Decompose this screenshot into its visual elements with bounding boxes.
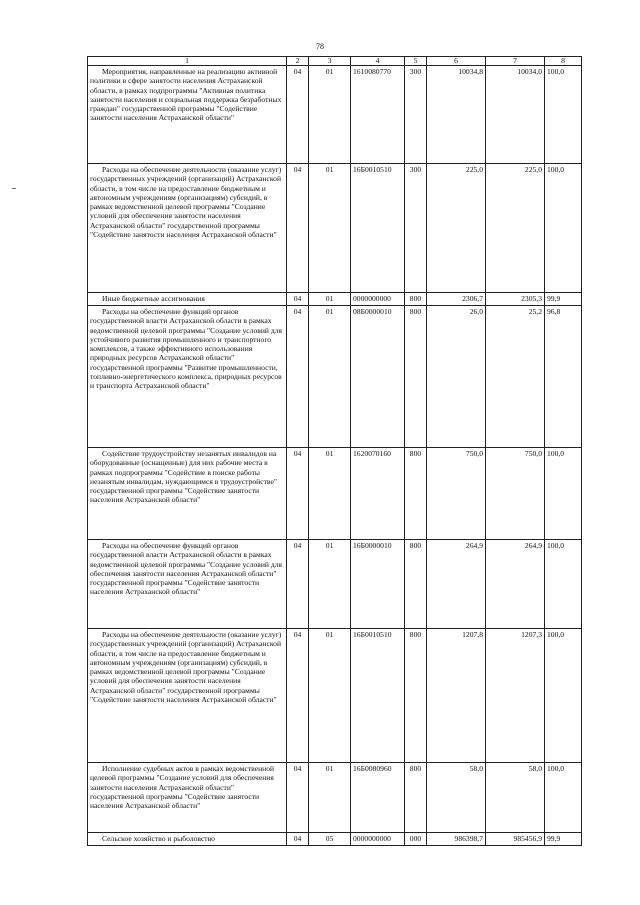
section-code: 04 <box>287 833 309 846</box>
section-code: 04 <box>287 763 309 833</box>
section-code: 04 <box>287 306 309 448</box>
column-header: 4 <box>351 57 405 66</box>
execution-percent: 100,0 <box>545 540 582 629</box>
row-description: Содействие трудоустройству незанятых инвалидов на оборудованные (оснащенные) для них рабочие места в рамках подпрограммы "Содействие в поиске работы незанятым инвалидам, нуждающимся в трудоустройстве" государственной программы "Содействие занятости населения Астраханской области" <box>88 448 287 540</box>
actual-amount: 10034,0 <box>486 66 545 164</box>
expense-type-code: 800 <box>405 763 427 833</box>
actual-amount: 25,2 <box>486 306 545 448</box>
table-row <box>88 763 582 833</box>
plan-amount: 750,0 <box>427 448 486 540</box>
expense-type-code: 800 <box>405 306 427 448</box>
expense-type-code: 800 <box>405 293 427 306</box>
plan-amount: 986398,7 <box>427 833 486 846</box>
execution-percent: 99,9 <box>545 833 582 846</box>
actual-amount: 750,0 <box>486 448 545 540</box>
page-number: 78 <box>316 42 324 51</box>
target-article-code: 16Б0080960 <box>351 763 405 833</box>
section-code: 04 <box>287 629 309 763</box>
target-article-code: 08Б0000010 <box>351 306 405 448</box>
plan-amount: 1207,8 <box>427 629 486 763</box>
table-row <box>88 540 582 629</box>
row-description: Расходы на обеспечение деятельности (оказание услуг) государственных учреждений (организаций) Астраханской области, в том числе на предоставление бюджетным и автономным учреждениям (организациям) субсидий, в рамках ведомственной целевой программы "Создание условий для обеспечения занятости населения Астраханской области" государственной программы "Содействие занятости населения Астраханской области" <box>88 629 287 763</box>
column-header: 5 <box>405 57 427 66</box>
target-article-code: 1620070160 <box>351 448 405 540</box>
plan-amount: 58,0 <box>427 763 486 833</box>
actual-amount: 1207,3 <box>486 629 545 763</box>
execution-percent: 100,0 <box>545 448 582 540</box>
section-code: 04 <box>287 540 309 629</box>
section-code: 04 <box>287 448 309 540</box>
subsection-code: 01 <box>309 66 351 164</box>
execution-percent: 100,0 <box>545 66 582 164</box>
column-header: 3 <box>309 57 351 66</box>
expense-type-code: 300 <box>405 164 427 293</box>
subsection-code: 01 <box>309 763 351 833</box>
column-header: 8 <box>545 57 582 66</box>
table-row <box>88 448 582 540</box>
subsection-code: 01 <box>309 164 351 293</box>
target-article-code: 16Б0000010 <box>351 540 405 629</box>
expense-type-code: 800 <box>405 448 427 540</box>
subsection-code: 05 <box>309 833 351 846</box>
row-description: Иные бюджетные ассигнования <box>88 293 287 306</box>
actual-amount: 58,0 <box>486 763 545 833</box>
plan-amount: 10034,8 <box>427 66 486 164</box>
table-row <box>88 306 582 448</box>
execution-percent: 100,0 <box>545 629 582 763</box>
expense-type-code: 000 <box>405 833 427 846</box>
actual-amount: 264,9 <box>486 540 545 629</box>
row-description: Расходы на обеспечение функций органов государственной власти Астраханской области в рамках ведомственной целевой программы "Создание условий для обеспечения занятости населения Астраханской области" государственной программы "Содействие занятости населения Астраханской области" <box>88 540 287 629</box>
target-article-code: 0000000000 <box>351 833 405 846</box>
row-description: Мероприятия, направленные на реализацию активной политики в сфере занятости населения Астраханской области, в рамках подпрограммы "Активная политика занятости населения и социальная поддержка безработных граждан" государственной программы "Содействие занятости населения Астраханской области" <box>88 66 287 164</box>
subsection-code: 01 <box>309 293 351 306</box>
header-row <box>88 57 582 66</box>
row-description: Расходы на обеспечение деятельности (оказание услуг) государственных учреждений (организаций) Астраханской области, в том числе на предоставление бюджетным и автономным учреждениям (организациям) субсидий, в рамках ведомственной целевой программы "Создание условий для обеспечения занятости населения Астраханской области" государственной программы "Содействие занятости населения Астраханской области" <box>88 164 287 293</box>
table-row <box>88 66 582 164</box>
table-row <box>88 833 582 846</box>
row-description: Исполнение судебных актов в рамках ведомственной целевой программы "Создание условий для обеспечения занятости населения Астраханской области" государственной программы "Содействие занятости населения Астраханской области" <box>88 763 287 833</box>
expense-type-code: 300 <box>405 66 427 164</box>
column-header: 6 <box>427 57 486 66</box>
column-header: 1 <box>88 57 287 66</box>
row-description: Сельское хозяйство и рыболовство <box>88 833 287 846</box>
expense-type-code: 800 <box>405 540 427 629</box>
target-article-code: 16Б0010510 <box>351 164 405 293</box>
actual-amount: 2305,3 <box>486 293 545 306</box>
subsection-code: 01 <box>309 306 351 448</box>
actual-amount: 225,0 <box>486 164 545 293</box>
table-row <box>88 293 582 306</box>
table-row <box>88 629 582 763</box>
target-article-code: 0000000000 <box>351 293 405 306</box>
section-code: 04 <box>287 293 309 306</box>
actual-amount: 985456,9 <box>486 833 545 846</box>
column-header: 7 <box>486 57 545 66</box>
target-article-code: 1610080770 <box>351 66 405 164</box>
expense-type-code: 800 <box>405 629 427 763</box>
execution-percent: 99,9 <box>545 293 582 306</box>
budget-table <box>87 56 582 846</box>
plan-amount: 225,0 <box>427 164 486 293</box>
plan-amount: 2306,7 <box>427 293 486 306</box>
section-code: 04 <box>287 164 309 293</box>
subsection-code: 01 <box>309 448 351 540</box>
table-row <box>88 164 582 293</box>
execution-percent: 96,8 <box>545 306 582 448</box>
execution-percent: 100,0 <box>545 763 582 833</box>
column-header: 2 <box>287 57 309 66</box>
plan-amount: 264,9 <box>427 540 486 629</box>
execution-percent: 100,0 <box>545 164 582 293</box>
subsection-code: 01 <box>309 540 351 629</box>
plan-amount: 26,0 <box>427 306 486 448</box>
margin-mark <box>12 188 16 189</box>
target-article-code: 16Б0010510 <box>351 629 405 763</box>
row-description: Расходы на обеспечение функций органов государственной власти Астраханской области в рамках ведомственной целевой программы "Создание условий для устойчивого развития промышленного и транспортного комплексов, а также эффективного использования природных ресурсов Астраханской области" государственной программы "Развитие промышленности, топливно-энергетического комплекса, природных ресурсов и транспорта Астраханской области" <box>88 306 287 448</box>
subsection-code: 01 <box>309 629 351 763</box>
section-code: 04 <box>287 66 309 164</box>
